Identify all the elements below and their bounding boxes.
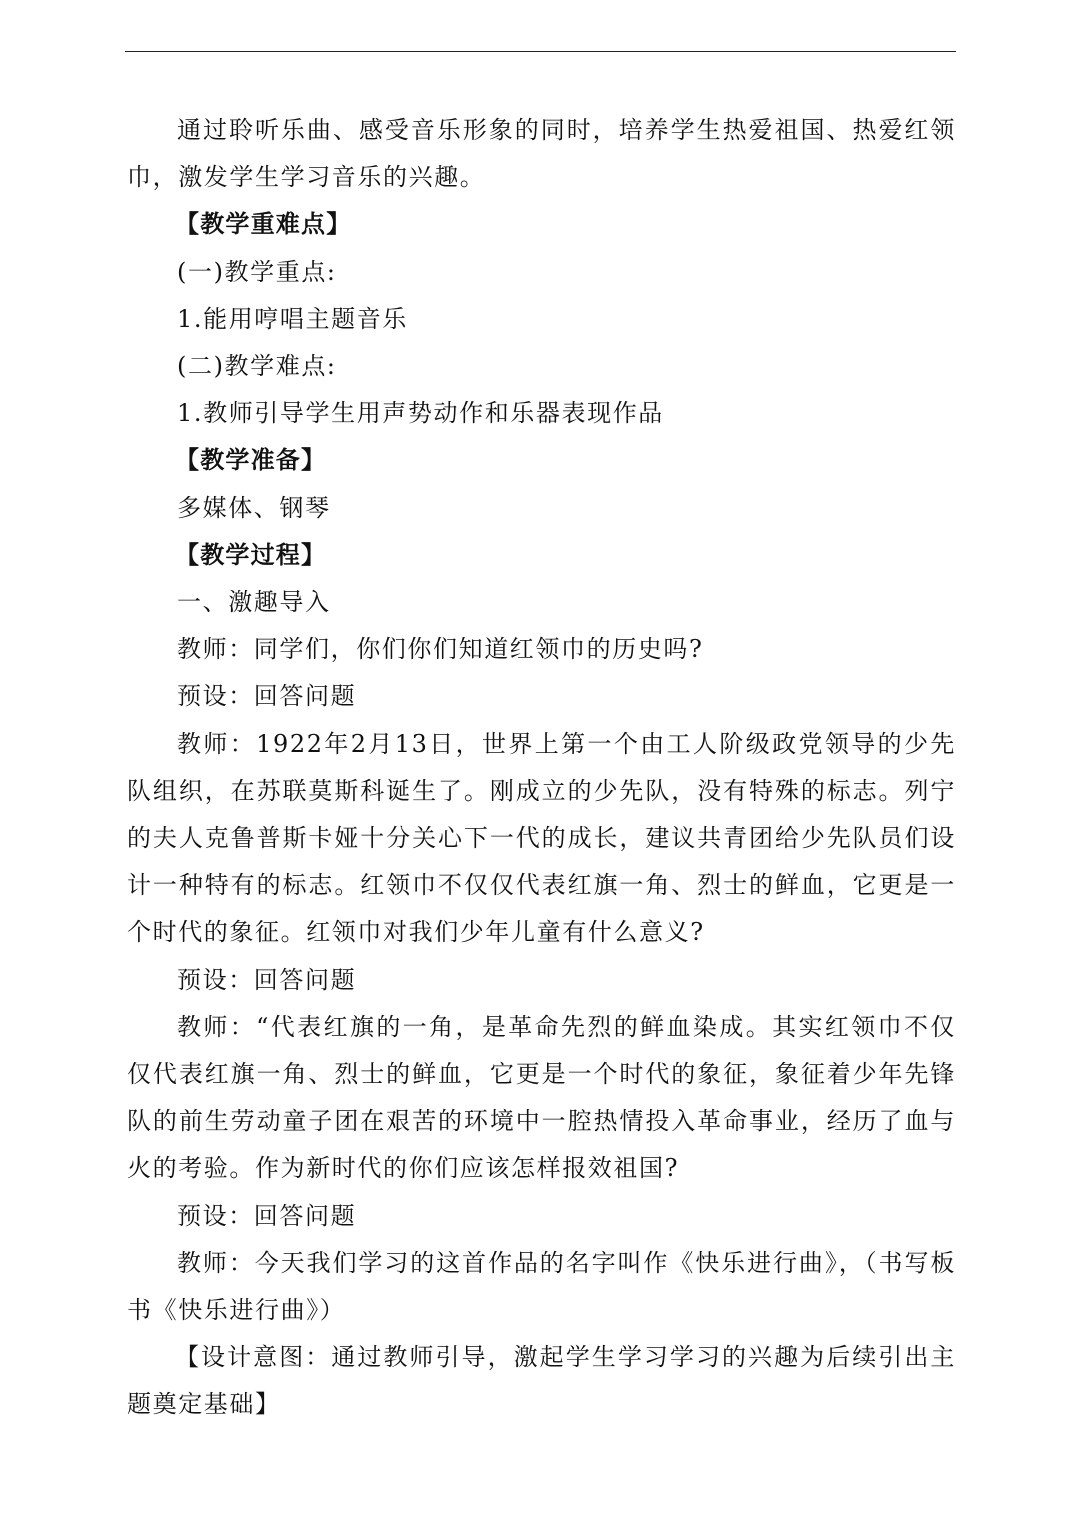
difficult-point-label: (二)教学难点:: [177, 352, 337, 381]
preset-answer-paragraph: 预设：回答问题: [177, 682, 357, 711]
preparation-text: 多媒体、钢琴: [177, 493, 331, 522]
section-heading-process: 【教学过程】: [175, 540, 327, 569]
teacher-meaning-paragraph: 教师：“代表红旗的一角，是革命先烈的鲜血染成。其实红领巾不仅仅代表红旗一角、烈士的鲜血，它更是一个时代的象征，象征着少年先锋队的前生劳动童子团在艰苦的环境中一腔热情投入革命事业，经历了血与火的考验。作为新时代的你们应该怎样报效祖国?: [127, 1012, 956, 1183]
teacher-history-paragraph: 教师：1922年2月13日，世界上第一个由工人阶级政党领导的少先队组织，在苏联莫斯科诞生了。刚成立的少先队，没有特殊的标志。列宁的夫人克鲁普斯卡娅十分关心下一代的成长，建议共青团给少先队员们设计一种特有的标志。红领巾不仅仅代表红旗一角、烈士的鲜血，它更是一个时代的象征。红领巾对我们少年儿童有什么意义?: [127, 729, 956, 947]
design-intent-paragraph: 【设计意图：通过教师引导，激起学生学习学习的兴趣为后续引出主题奠定基础】: [127, 1343, 956, 1419]
teacher-introduction-paragraph: 教师：今天我们学习的这首作品的名字叫作《快乐进行曲》，（书写板书《快乐进行曲》）: [127, 1248, 956, 1325]
objective-paragraph: 通过聆听乐曲、感受音乐形象的同时，培养学生热爱祖国、热爱红领巾，激发学生学习音乐的兴趣。: [127, 116, 956, 192]
key-point-item: 1.能用哼唱主题音乐: [177, 304, 408, 333]
preset-answer-paragraph: 预设：回答问题: [177, 965, 357, 994]
difficult-point-item: 1.教师引导学生用声势动作和乐器表现作品: [177, 399, 664, 428]
process-step-heading: 一、激趣导入: [177, 588, 331, 617]
header-rule: [125, 51, 956, 52]
teacher-question-paragraph: 教师：同学们，你们你们知道红领巾的历史吗?: [177, 635, 704, 664]
key-point-label: (一)教学重点:: [177, 257, 337, 286]
section-heading-key-difficult-points: 【教学重难点】: [175, 210, 352, 239]
section-heading-preparation: 【教学准备】: [175, 446, 327, 475]
document-body: [127, 107, 956, 1429]
preset-answer-paragraph: 预设：回答问题: [177, 1201, 357, 1230]
